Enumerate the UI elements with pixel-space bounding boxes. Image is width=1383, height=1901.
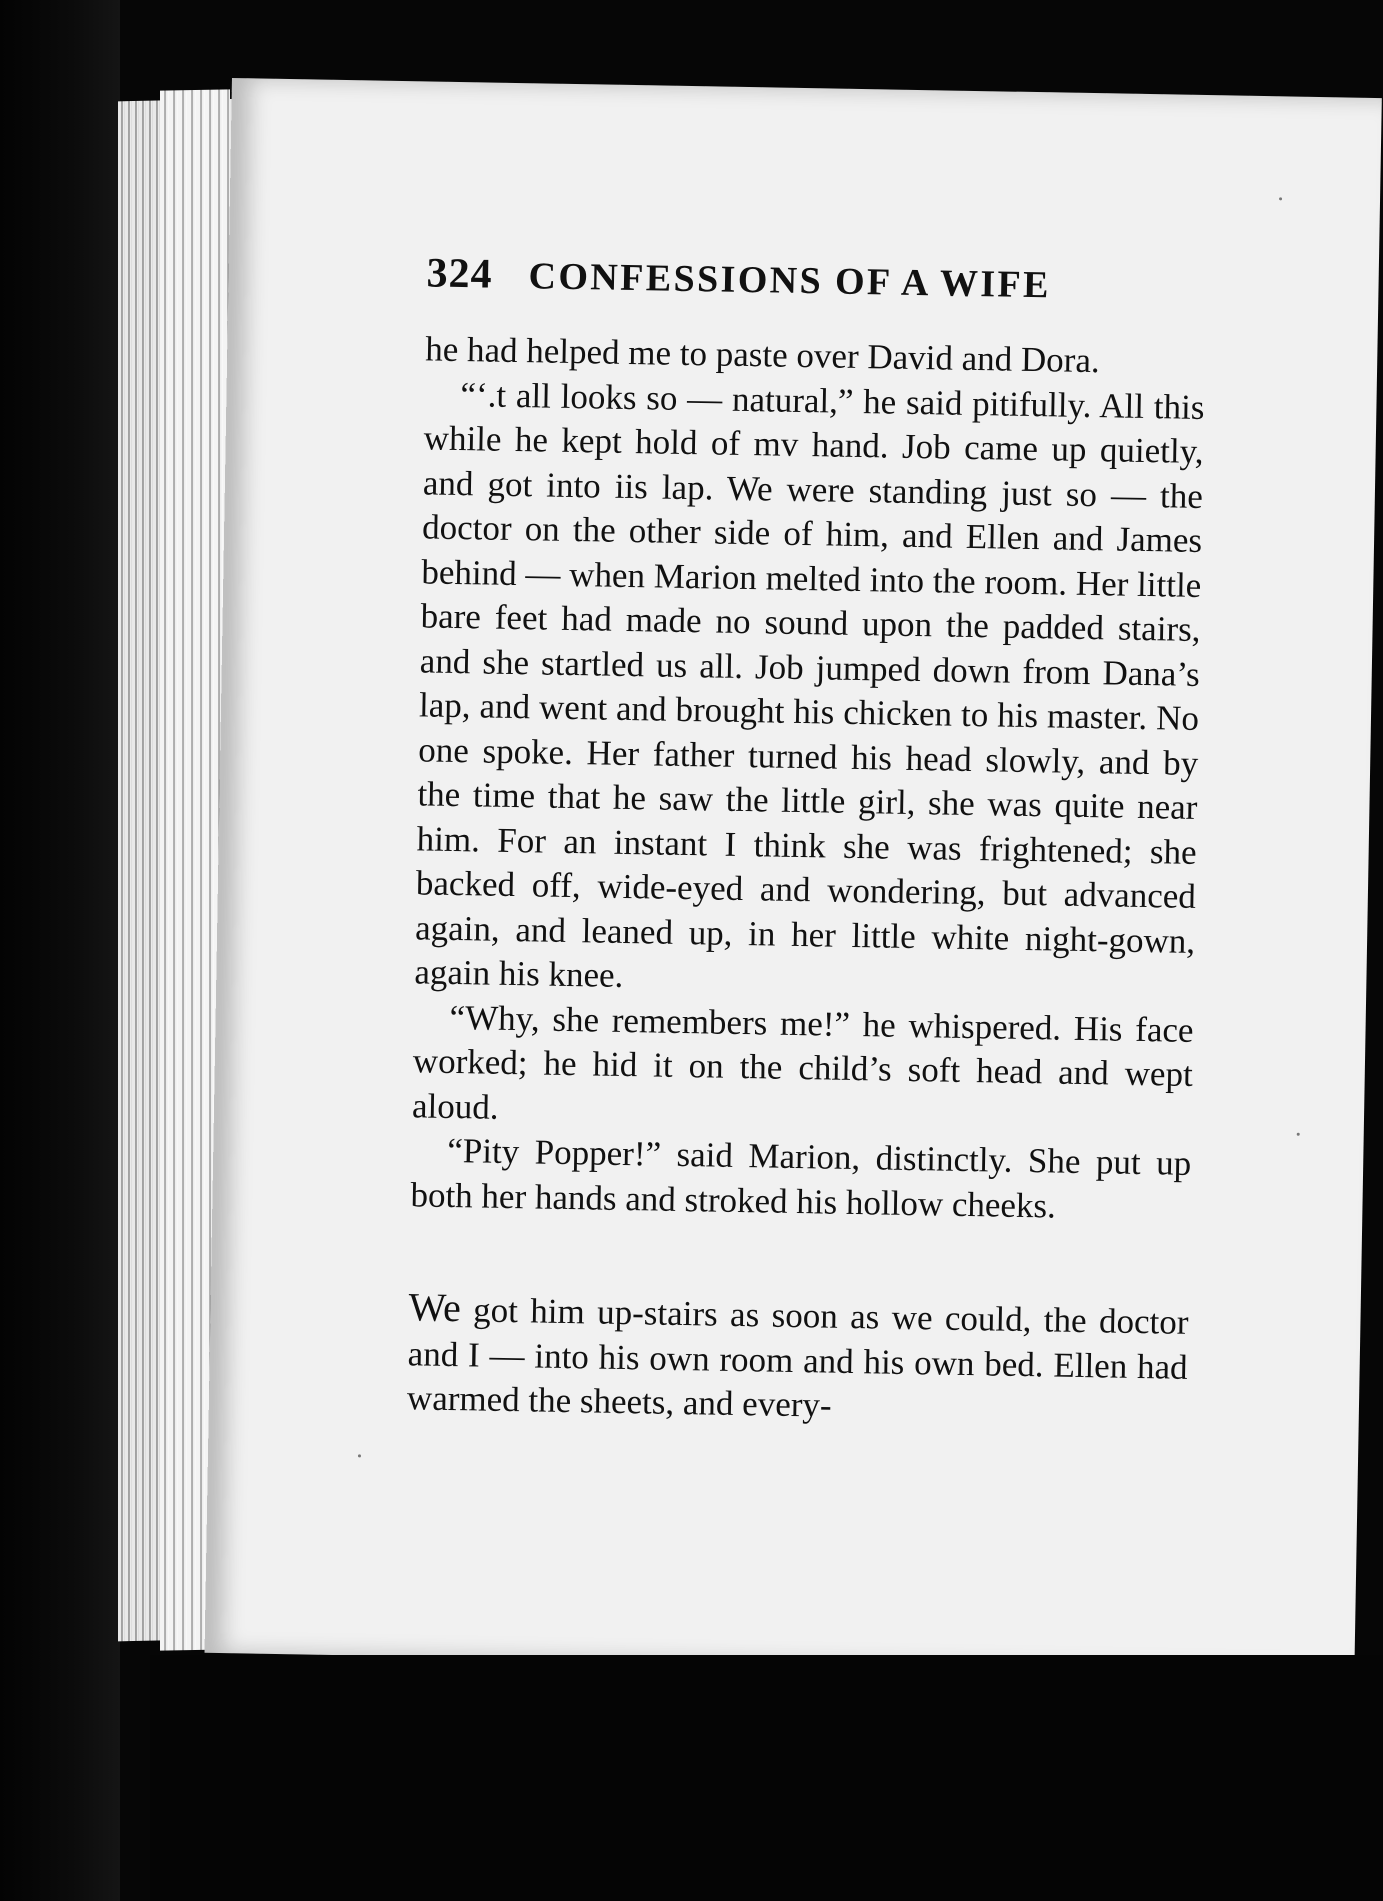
section-opening-word: We — [408, 1284, 462, 1331]
paragraph-2: “‘.t all looks so — natural,” he said pitifully. All this while he kept hold of mv hand. Job came up quietly, and got into iis lap. We were standing just so — the doctor on the other side of him, and Ellen and James behind — when Marion melted into the room. Her little bare feet had made no sound upon the padded stairs, and she startled us all. Job jumped down from Dana’s lap, and went and brought his chicken to his master. No one spoke. Her father turned his head slowly, and by the time that he saw the little girl, she was quite near him. For an instant I think she was frightened; she backed off, wide-eyed and wondering, but advanced again, and leaned up, in her little white night-gown, again his knee. — [414, 374, 1205, 995]
page-content — [407, 251, 1207, 1434]
running-head — [426, 251, 1207, 331]
page-speck — [1297, 1133, 1300, 1136]
paragraph-1: he had helped me to paste over David and Dora. — [424, 329, 1101, 381]
section-paragraph — [407, 1285, 1189, 1434]
page-number: 324 — [426, 250, 494, 298]
bottom-shadow — [150, 1655, 1383, 1901]
book-page — [205, 78, 1382, 1673]
page-speck — [358, 1454, 361, 1457]
paragraph-4: “Pity Popper!” said Marion, distinctly. She put up both her hands and stroked his hollow cheeks. — [410, 1130, 1192, 1226]
page-speck — [1279, 197, 1282, 200]
section-text: got him up-stairs as soon as we could, the doctor and I — into his own room and his own bed. Ellen had warmed the sheets, and every- — [406, 1290, 1189, 1425]
running-title: CONFESSIONS OF A WIFE — [528, 255, 1052, 307]
paragraph-3: “Why, she remembers me!” he whispered. His face worked; he hid it on the child’s soft head and wept aloud. — [411, 997, 1194, 1127]
book-binding — [0, 0, 120, 1901]
